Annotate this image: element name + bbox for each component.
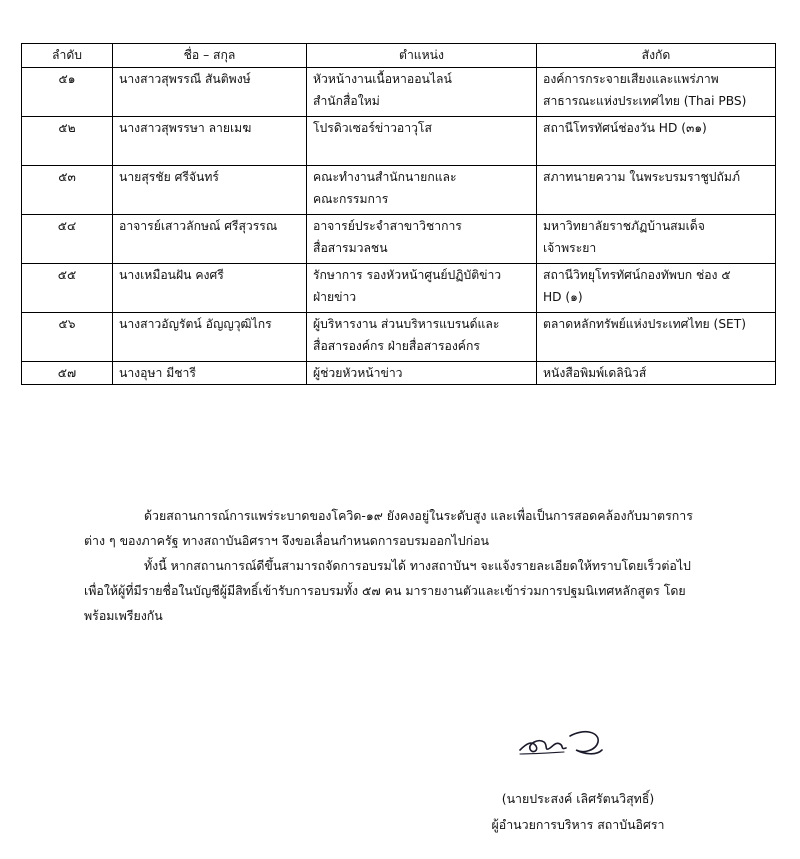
header-order: ลำดับ (22, 44, 113, 68)
row-position (307, 68, 537, 117)
header-position: ตำแหน่ง (307, 44, 537, 68)
position-line: คณะกรรมการ (313, 192, 389, 206)
header-name: ชื่อ – สกุล (113, 44, 307, 68)
trainee-table (21, 43, 776, 385)
table-row (22, 264, 776, 313)
signatory-title: ผู้อำนวยการบริหาร สถาบันอิศรา (491, 817, 665, 832)
paragraph-postponement (84, 503, 712, 553)
table-row (22, 362, 776, 385)
signatory-name: (นายประสงค์ เลิศรัตนวิสุทธิ์) (501, 791, 655, 806)
row-number: ๕๖ (22, 313, 113, 362)
affiliation-line: สภาทนายความ ในพระบรมราชูปถัมภ์ (543, 170, 740, 184)
table-header-row (22, 44, 776, 68)
affiliation-line: หนังสือพิมพ์เดลินิวส์ (543, 366, 647, 380)
row-number: ๕๕ (22, 264, 113, 313)
position-line: คณะทำงานสำนักนายกและ (313, 170, 457, 184)
affiliation-line: สาธารณะแห่งประเทศไทย (Thai PBS) (543, 94, 747, 108)
row-affiliation (537, 313, 776, 362)
row-position (307, 313, 537, 362)
position-line: ฝ่ายข่าว (313, 290, 357, 304)
row-position (307, 166, 537, 215)
row-name: นางอุษา มีชารี (113, 362, 307, 385)
row-name: นางสาวสุพรรษา ลายเมฆ (113, 117, 307, 166)
row-affiliation (537, 215, 776, 264)
row-name: นายสุรชัย ศรีจันทร์ (113, 166, 307, 215)
table-row (22, 166, 776, 215)
table-row (22, 117, 776, 166)
row-position (307, 215, 537, 264)
row-affiliation (537, 362, 776, 385)
row-number: ๕๒ (22, 117, 113, 166)
position-line: อาจารย์ประจำสาขาวิชาการ (313, 219, 462, 233)
row-name: อาจารย์เสาวลักษณ์ ศรีสุวรรณ (113, 215, 307, 264)
row-affiliation (537, 264, 776, 313)
position-line: ผู้บริหารงาน ส่วนบริหารแบรนด์และ (313, 317, 500, 331)
row-position (307, 117, 537, 166)
row-affiliation (537, 166, 776, 215)
row-number: ๕๗ (22, 362, 113, 385)
row-number: ๕๓ (22, 166, 113, 215)
row-affiliation (537, 117, 776, 166)
position-line: รักษาการ รองหัวหน้าศูนย์ปฏิบัติข่าว (313, 268, 502, 282)
row-position (307, 264, 537, 313)
affiliation-line: มหาวิทยาลัยราชภัฏบ้านสมเด็จ (543, 219, 705, 233)
row-position (307, 362, 537, 385)
table-row (22, 215, 776, 264)
table-row (22, 313, 776, 362)
paragraph-notice (84, 553, 712, 628)
row-number: ๕๔ (22, 215, 113, 264)
row-affiliation (537, 68, 776, 117)
affiliation-line: สถานีโทรทัศน์ช่องวัน HD (๓๑) (543, 121, 707, 135)
header-affiliation: สังกัด (537, 44, 776, 68)
position-line: สำนักสื่อใหม่ (313, 94, 380, 108)
table-row (22, 68, 776, 117)
affiliation-line: องค์การกระจายเสียงและแพร่ภาพ (543, 72, 719, 86)
paragraph-postponement-text: ด้วยสถานการณ์การแพร่ระบาดของโควิด-๑๙ ยังคงอยู่ในระดับสูง และเพื่อเป็นการสอดคล้องกับมาตรการต่าง ๆ ของภาครัฐ ทางสถาบันอิศราฯ จึงขอเลื่อนกำหนดการอบรมออกไปก่อน (84, 508, 693, 548)
affiliation-line: HD (๑) (543, 290, 583, 304)
handwritten-signature (514, 724, 610, 764)
row-name: นางสาวสุพรรณี สันติพงษ์ (113, 68, 307, 117)
position-line: หัวหน้างานเนื้อหาออนไลน์ (313, 72, 452, 86)
position-line: โปรดิวเซอร์ข่าวอาวุโส (313, 121, 432, 135)
paragraph-notice-text: ทั้งนี้ หากสถานการณ์ดีขึ้นสามารถจัดการอบรมได้ ทางสถาบันฯ จะแจ้งรายละเอียดให้ทราบโดยเร็วต่อไป เพื่อให้ผู้ที่มีรายชื่อในบัญชีผู้มีสิทธิ์เข้ารับการอบรมทั้ง ๕๗ คน มารายงานตัวและเข้าร่วมการปฐมนิเทศหลักสูตร โดยพร้อมเพรียงกัน (84, 558, 691, 623)
affiliation-line: สถานีวิทยุโทรทัศน์กองทัพบก ช่อง ๕ (543, 268, 731, 282)
position-line: สื่อสารมวลชน (313, 241, 388, 255)
row-name: นางสาวอัญรัตน์ อัญญวุฒิไกร (113, 313, 307, 362)
affiliation-line: เจ้าพระยา (543, 241, 597, 255)
row-name: นางเหมือนฝัน คงศรี (113, 264, 307, 313)
affiliation-line: ตลาดหลักทรัพย์แห่งประเทศไทย (SET) (543, 317, 746, 331)
position-line: ผู้ช่วยหัวหน้าข่าว (313, 366, 403, 380)
row-number: ๕๑ (22, 68, 113, 117)
position-line: สื่อสารองค์กร ฝ่ายสื่อสารองค์กร (313, 339, 480, 353)
